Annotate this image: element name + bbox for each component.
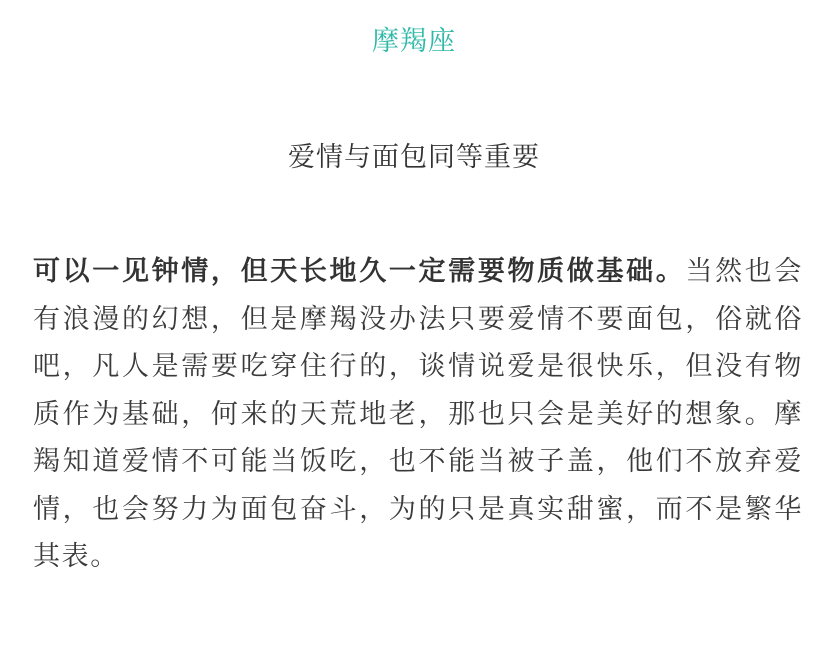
paragraph-rest: 当然也会有浪漫的幻想，但是摩羯没办法只要爱情不要面包，俗就俗吧，凡人是需要吃穿住行的，谈情说爱是很快乐，但没有物质作为基础，何来的天荒地老，那也只会是美好的想象。摩羯知道爱情不可能当饭吃，也不能当被子盖，他们不放弃爱情，也会努力为面包奋斗，为的只是真实甜蜜，而不是繁华其表。: [33, 256, 804, 572]
section-subtitle: 爱情与面包同等重要: [288, 142, 540, 173]
body-paragraph: [33, 248, 803, 581]
paragraph-bold-lead: 可以一见钟情，但天长地久一定需要物质做基础。: [33, 256, 686, 287]
zodiac-sign-title: 摩羯座: [372, 26, 456, 57]
